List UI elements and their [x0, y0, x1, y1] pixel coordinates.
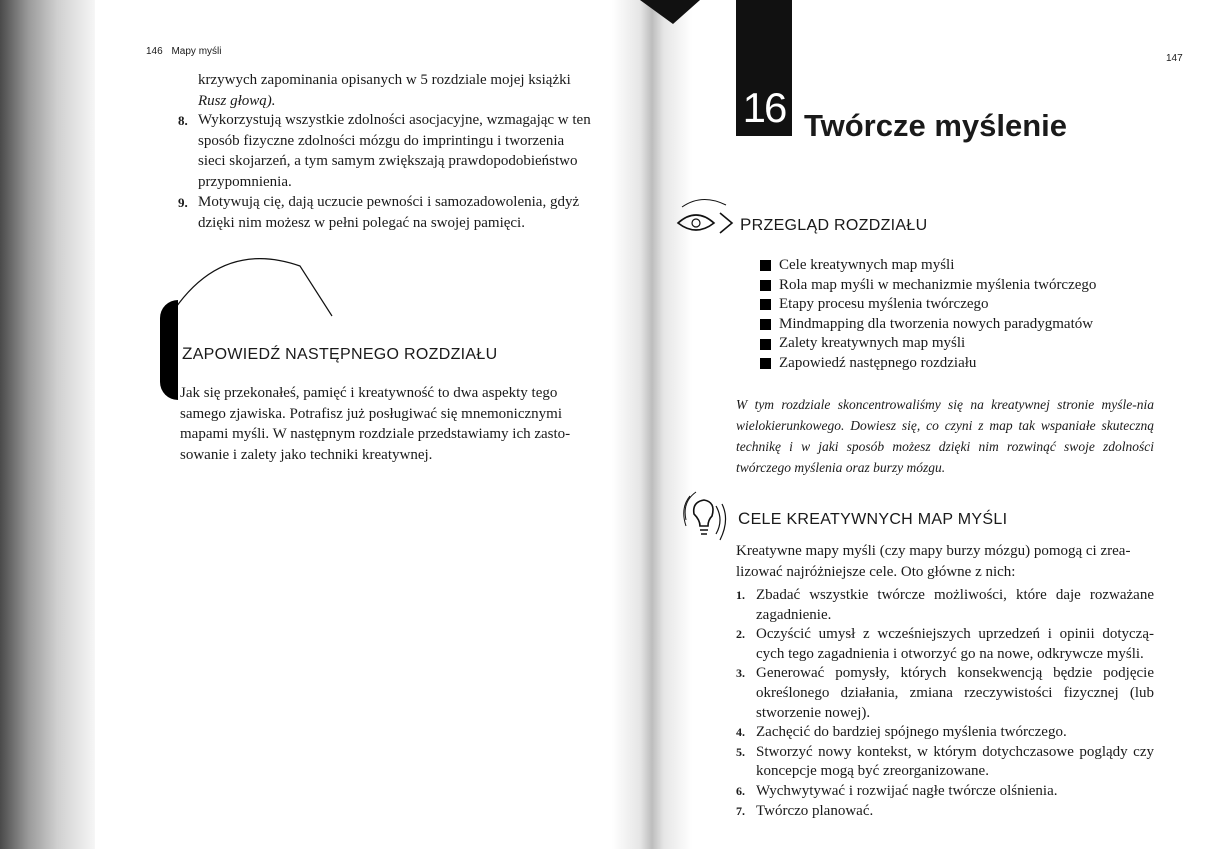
- text-line: lizować najróżniejsze cele. Oto główne z nich:: [736, 563, 1016, 580]
- text-line: Jak się przekonałeś, pamięć i kreatywność to dwa aspekty tego: [180, 385, 558, 401]
- left-running-head: [146, 46, 221, 57]
- goals-heading: CELE KREATYWNYCH MAP MYŚLI: [738, 509, 1008, 528]
- text-line: samego zjawiska. Potrafisz już posługiwać się mnemonicznymi: [180, 405, 562, 422]
- text-line: sieci skojarzeń, a tym samym zwiększają prawdopodobieństwo: [198, 153, 578, 169]
- continuation-paragraph: [198, 70, 598, 111]
- bullet-square-icon: [760, 358, 771, 369]
- goals-lead: [736, 541, 1154, 582]
- text-line: przypomnienia.: [198, 173, 292, 190]
- chapter-intro: W tym rozdziale skoncentrowaliśmy się na kreatywnej stronie myśle-nia wielokierunkowego. Dowiesz się, co czyni z map tak wspaniałe skuteczną technikę i w jaki sposób możesz dzięki nim rozwinąć swoje zdolności twórczego myślenia oraz burzy mózgu.: [736, 397, 1154, 475]
- goals-list: [736, 586, 1154, 821]
- text-line: Wykorzystują wszystkie zdolności asocjacyjne, wzmagając w ten: [198, 112, 591, 128]
- item-number: 9.: [178, 195, 188, 210]
- chapter-number-block: 16: [736, 0, 792, 136]
- list-item: Zapowiedź następnego rozdziału: [760, 354, 1096, 374]
- list-item: 3. Generować pomysły, których konsekwencją będzie podjęcie określonego działania, zmiana rzeczywistości fizycznej (lub stworzenie nowej).: [736, 665, 1154, 721]
- bullet-square-icon: [760, 280, 771, 291]
- text-line: krzywych zapominania opisanych w 5 rozdziale mojej książki: [198, 72, 571, 88]
- list-item: 7. Twórczo planować.: [736, 802, 874, 819]
- list-item: 2. Oczyścić umysł z wcześniejszych uprzedzeń i opinii dotyczą-cych tego zagadnienia i otworzyć go na nowe, odkrywcze myśli.: [736, 626, 1154, 662]
- list-item: Mindmapping dla tworzenia nowych paradygmatów: [760, 315, 1096, 335]
- page-edge-shadow: [0, 0, 95, 849]
- text-line: Kreatywne mapy myśli (czy mapy burzy mózgu) pomogą ci zrea-: [736, 543, 1131, 559]
- next-chapter-paragraph: [180, 383, 594, 465]
- section-marker-bar: [160, 300, 178, 400]
- list-item: 4. Zachęcić do bardziej spójnego myślenia twórczego.: [736, 724, 1067, 741]
- chapter-title: Twórcze myślenie: [804, 108, 1068, 143]
- list-item: [198, 110, 596, 192]
- bullet-square-icon: [760, 260, 771, 271]
- bullet-square-icon: [760, 319, 771, 330]
- text-line: dzięki nim możesz w pełni polegać na swojej pamięci.: [198, 214, 525, 231]
- list-item: Cele kreatywnych map myśli: [760, 256, 1096, 276]
- overview-heading: PRZEGLĄD ROZDZIAŁU: [740, 215, 928, 234]
- text-line: sposób fizyczne zdolności mózgu do imprintingu i tworzenia: [198, 132, 565, 149]
- text-line: mapami myśli. W następnym rozdziale przedstawiamy ich zasto-: [180, 426, 571, 442]
- list-item: Etapy procesu myślenia twórczego: [760, 295, 1096, 315]
- next-chapter-heading: ZAPOWIEDŹ NASTĘPNEGO ROZDZIAŁU: [182, 344, 498, 363]
- item-number: 8.: [178, 113, 188, 128]
- list-item: Zalety kreatywnych map myśli: [760, 334, 1096, 354]
- list-item: 1. Zbadać wszystkie twórcze możliwości, które daje rozważane zagadnienie.: [736, 587, 1154, 623]
- overview-list: [760, 256, 1096, 374]
- list-item: 5. Stworzyć nowy kontekst, w którym dotychczasowe poglądy czy koncepcje mogą być zreorganizowane.: [736, 743, 1154, 780]
- left-page-number: 146: [146, 46, 163, 57]
- text-line: Rusz głową).: [198, 92, 276, 109]
- bullet-square-icon: [760, 299, 771, 310]
- section-arc-decoration: [160, 258, 340, 318]
- bullet-square-icon: [760, 339, 771, 350]
- lightbulb-icon: [678, 486, 734, 546]
- text-line: sowanie i zalety jako techniki kreatywnej.: [180, 446, 433, 463]
- list-item: [198, 192, 596, 233]
- list-item: Rola map myśli w mechanizmie myślenia twórczego: [760, 276, 1096, 296]
- eye-icon: [676, 195, 740, 239]
- list-item: 6. Wychwytywać i rozwijać nagłe twórcze olśnienia.: [736, 782, 1058, 799]
- running-title: Mapy myśli: [171, 46, 222, 57]
- text-line: Motywują cię, dają uczucie pewności i samozadowolenia, gdyż: [198, 194, 580, 210]
- right-page-number: 147: [1166, 53, 1183, 64]
- book-gutter: [612, 0, 692, 849]
